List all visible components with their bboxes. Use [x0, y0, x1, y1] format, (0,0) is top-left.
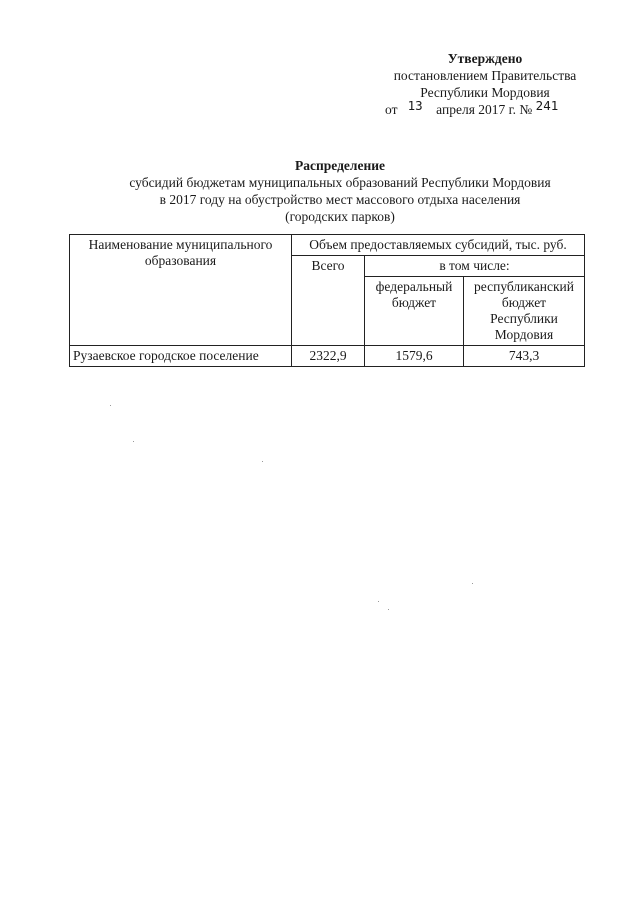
subtitle-line-3: (городских парков) [285, 209, 395, 224]
row-federal: 1579,6 [365, 346, 464, 367]
date-day: 13 [407, 98, 423, 113]
header-name-col: Наименование муниципального образования [70, 235, 292, 346]
approval-line-1: постановлением Правительства [393, 68, 577, 83]
document-title: Распределение [294, 158, 386, 173]
doc-number: 241 [535, 98, 559, 113]
header-volume-group: Объем предоставляемых субсидий, тыс. руб. [292, 235, 585, 256]
approval-title: Утверждено [447, 51, 523, 66]
distribution-table [69, 234, 585, 367]
scan-speck [388, 609, 389, 610]
document-heading [60, 157, 620, 225]
date-prefix: от [385, 102, 398, 117]
header-including: в том числе: [365, 256, 585, 277]
subtitle-line-2: в 2017 году на обустройство мест массового отдыха населения [159, 192, 521, 207]
table-row [70, 346, 585, 367]
scan-speck [110, 405, 111, 406]
subtitle-line-1: субсидий бюджетам муниципальных образований Республики Мордовия [129, 175, 551, 190]
scan-speck [378, 601, 379, 602]
row-name: Рузаевское городское поселение [70, 346, 292, 367]
header-republic: республиканский бюджет Республики Мордовия [464, 277, 585, 346]
header-federal: федеральный бюджет [365, 277, 464, 346]
approval-stamp [370, 50, 600, 118]
approval-line-2: Республики Мордовия [420, 85, 550, 100]
scan-speck [472, 583, 473, 584]
row-republic: 743,3 [464, 346, 585, 367]
scan-speck [262, 461, 263, 462]
header-total: Всего [292, 256, 365, 346]
scan-speck [133, 441, 134, 442]
approval-date-line [370, 98, 600, 118]
header-row-1 [70, 235, 585, 256]
row-total: 2322,9 [292, 346, 365, 367]
date-month-year: апреля 2017 г. № [436, 102, 533, 117]
